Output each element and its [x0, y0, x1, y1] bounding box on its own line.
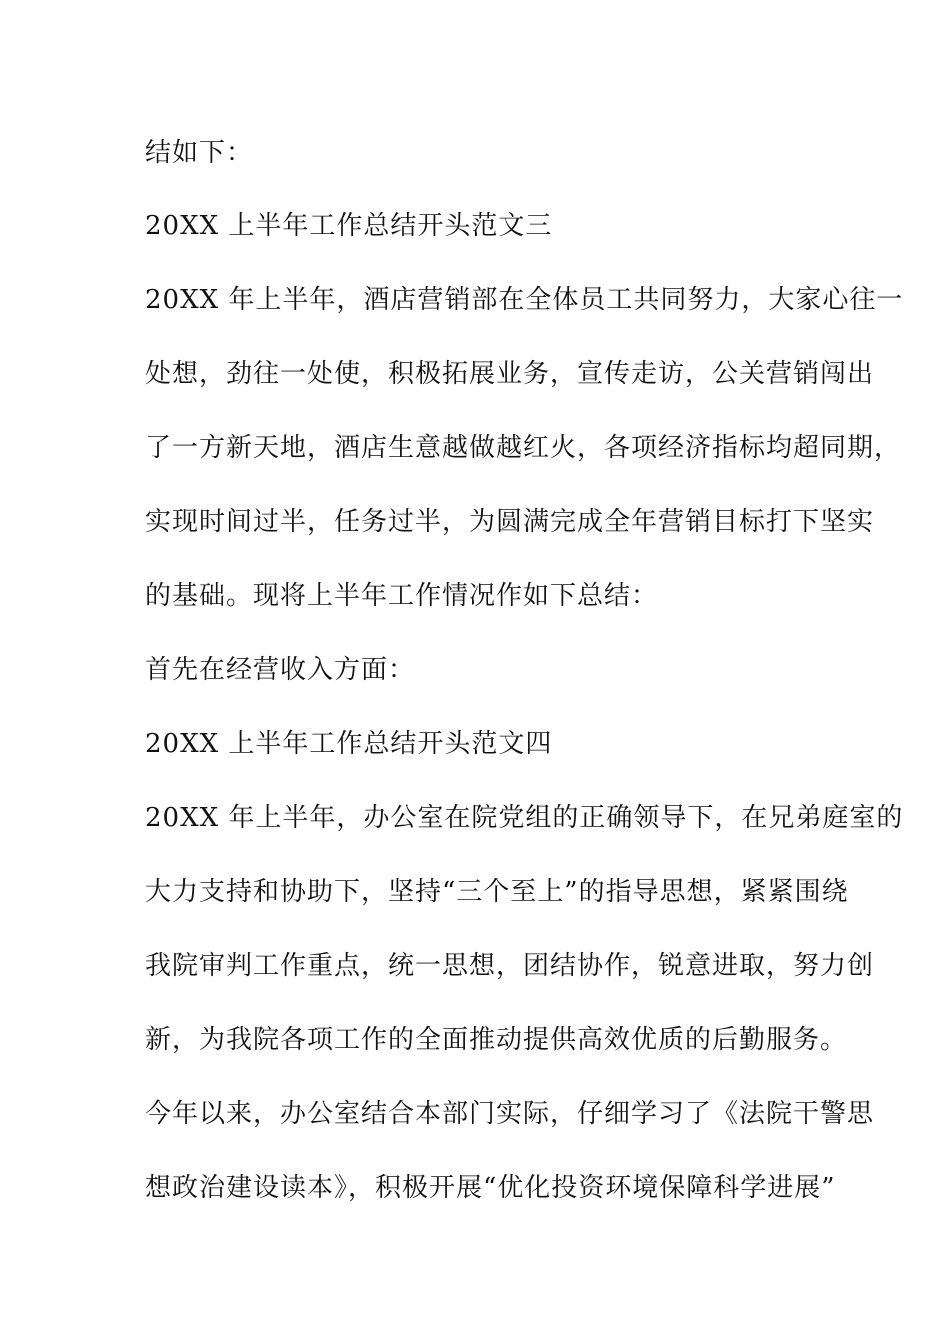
text-line: 想政治建设读本》，积极开展“优化投资环境保障科学进展”	[145, 1173, 836, 1203]
text-line: 实现时间过半，任务过半，为圆满完成全年营销目标打下坚实	[145, 507, 875, 537]
text-line: 大力支持和协助下，坚持“三个至上”的指导思想，紧紧围绕	[145, 877, 849, 907]
section-heading: 20XX 上半年工作总结开头范文四	[145, 729, 553, 759]
text-line: 处想，劲往一处使，积极拓展业务，宣传走访，公关营销闯出	[145, 359, 875, 389]
text-line: 我院审判工作重点，统一思想，团结协作，锐意进取，努力创	[145, 951, 875, 981]
text-line: 了一方新天地，酒店生意越做越红火，各项经济指标均超同期，	[145, 433, 902, 463]
text-line: 新，为我院各项工作的全面推动提供高效优质的后勤服务。	[145, 1025, 848, 1055]
text-line: 结如下：	[145, 138, 254, 168]
text-line: 20XX 年上半年，办公室在院党组的正确领导下，在兄弟庭室的	[145, 803, 904, 833]
text-line: 今年以来，办公室结合本部门实际，仔细学习了《法院干警思	[145, 1099, 875, 1129]
text-line: 首先在经营收入方面：	[145, 655, 416, 685]
text-line: 的基础。现将上半年工作情况作如下总结：	[145, 581, 659, 611]
text-line: 20XX 年上半年，酒店营销部在全体员工共同努力，大家心往一	[145, 285, 904, 315]
section-heading: 20XX 上半年工作总结开头范文三	[145, 211, 553, 241]
